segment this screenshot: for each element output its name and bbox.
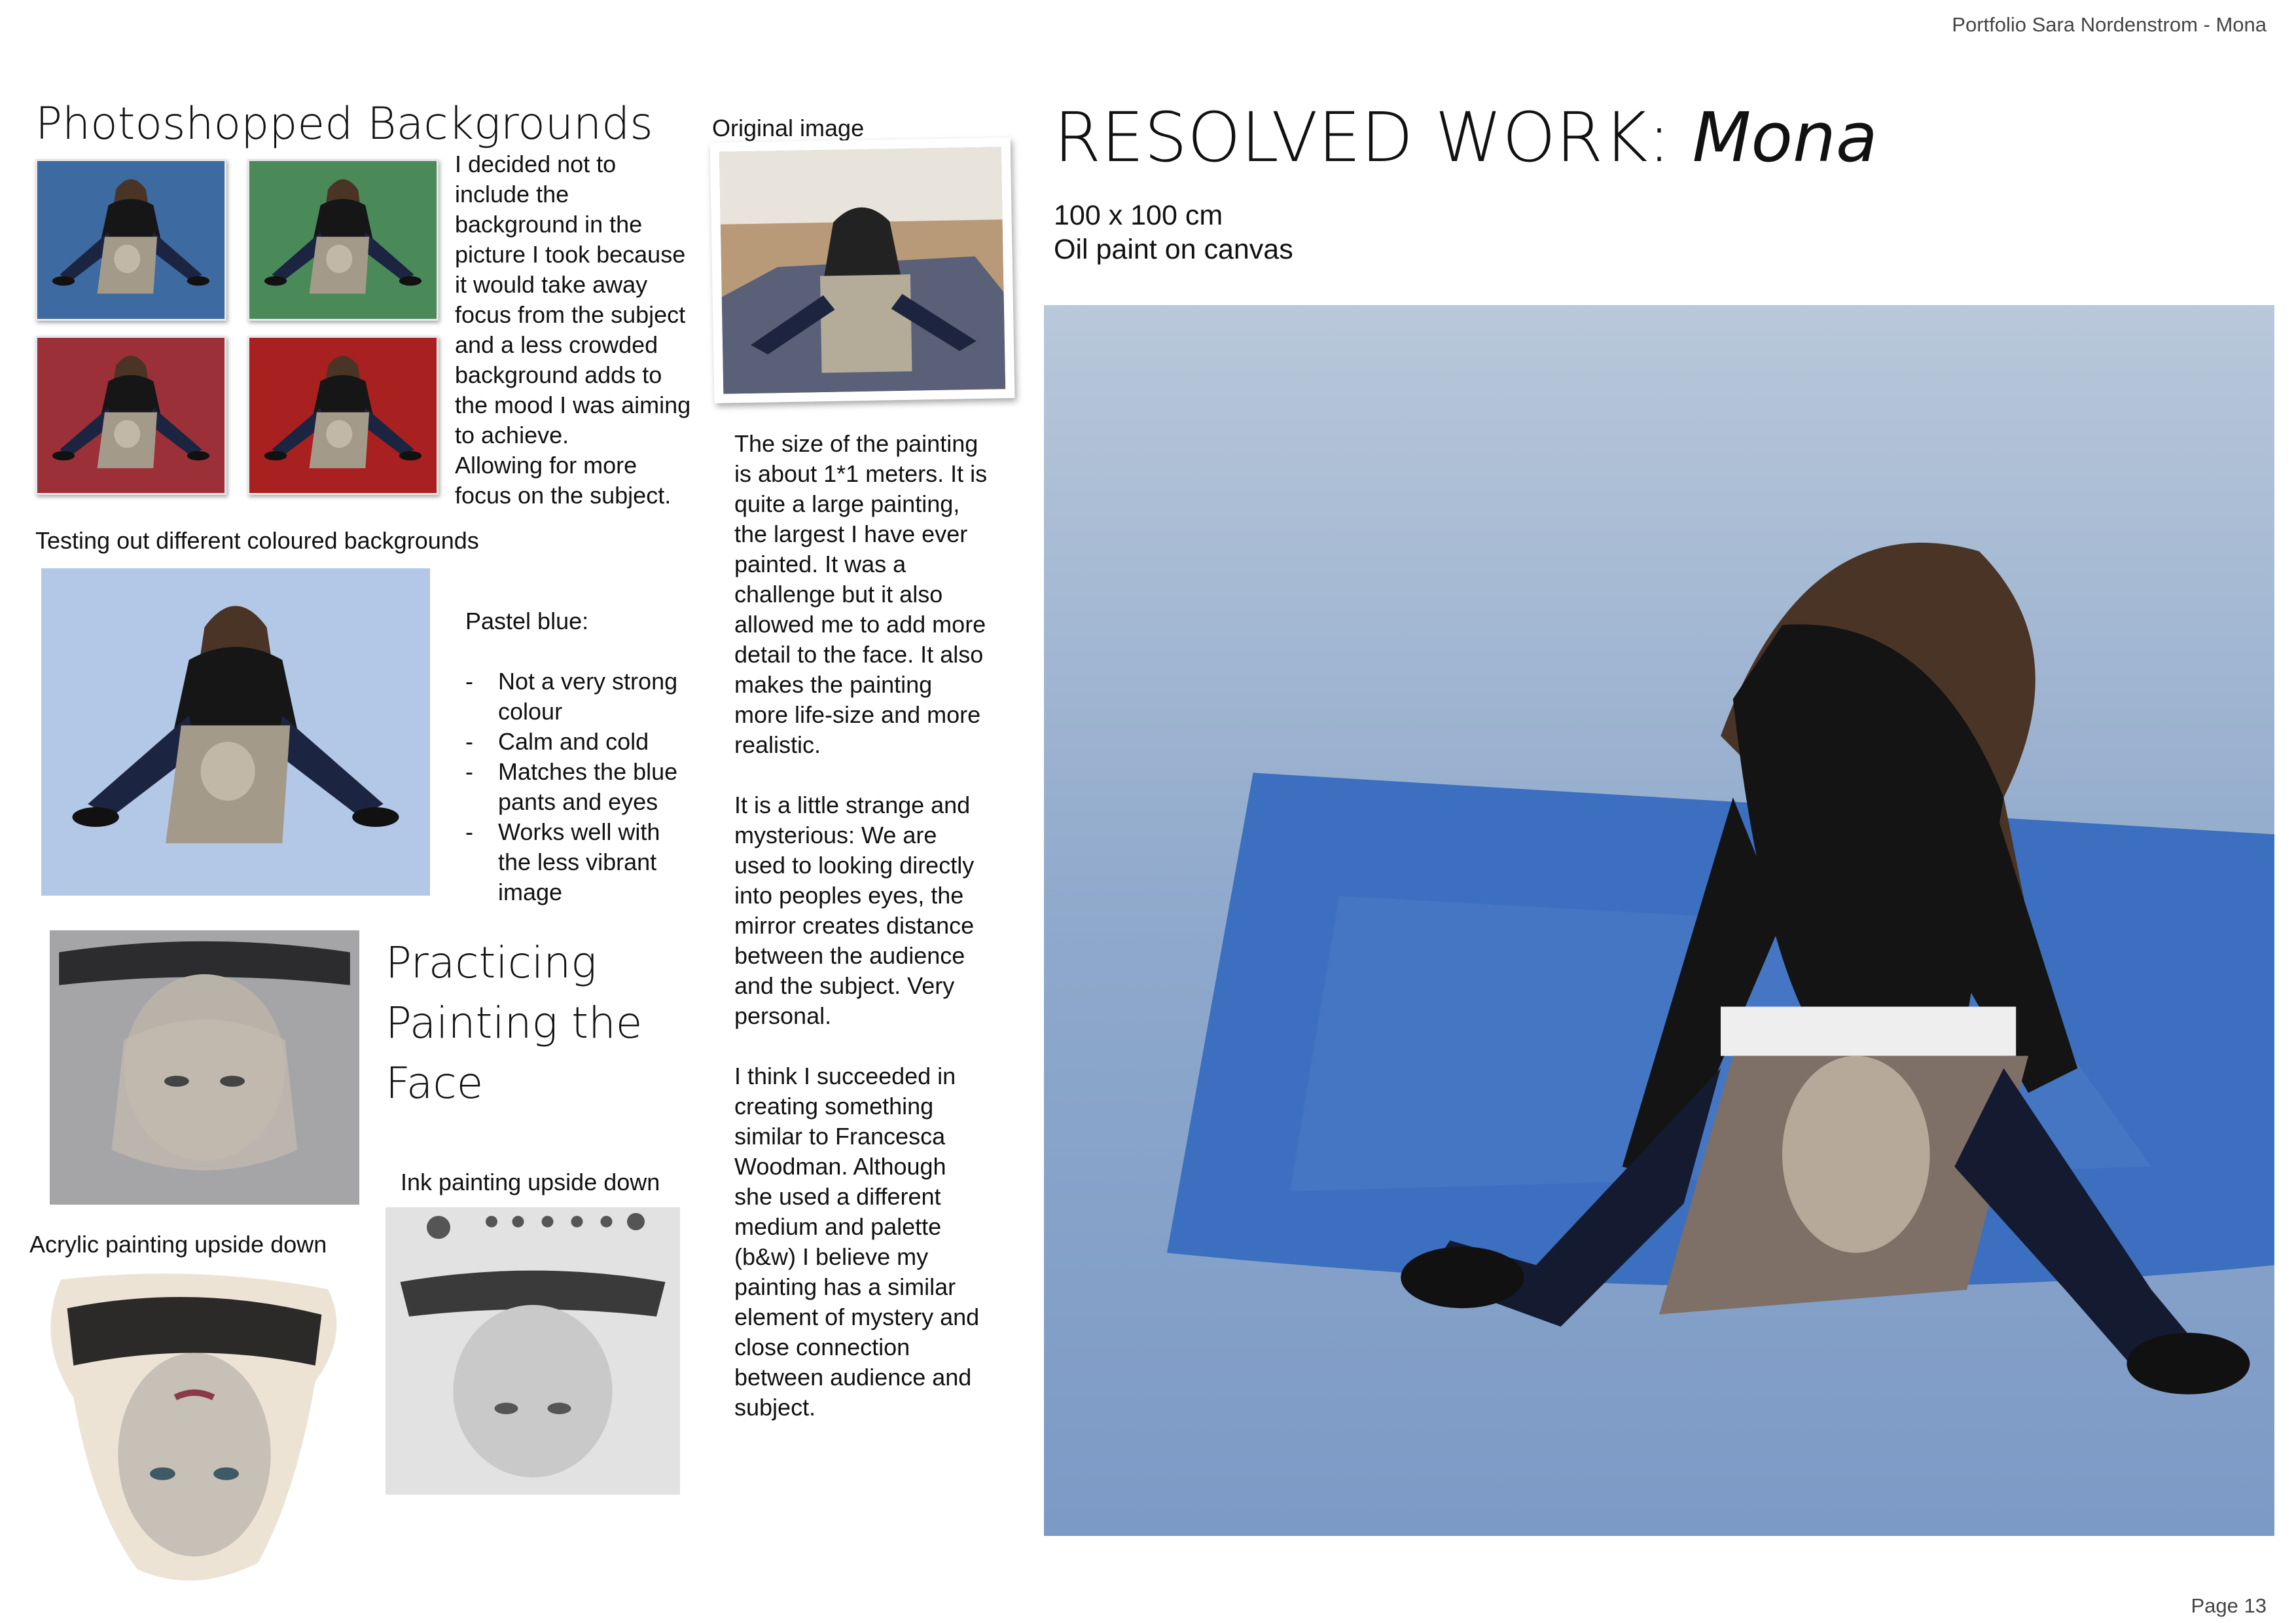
original-photo (710, 137, 1015, 403)
resolved-size: 100 x 100 cm (1054, 200, 1223, 231)
resolved-title (1054, 98, 1878, 177)
thumb-blue-background (35, 159, 226, 321)
pastel-blue-image (41, 568, 430, 896)
pastel-point (465, 727, 714, 757)
pastel-point-text: Works well with the less vibrant image (498, 818, 660, 905)
dash-bullet: - (465, 758, 473, 785)
pastel-title: Pastel blue: (465, 608, 589, 634)
pastel-list (465, 576, 714, 938)
practice-heading: Practicing Painting the Face (386, 938, 643, 1108)
backgrounds-text: I decided not to include the background in the picture I took because it would take away focus from the subject and a less crowded background adds to the mood I was aiming to achieve. Allowing for more focus on the subject. (455, 151, 691, 509)
resolved-medium: Oil paint on canvas (1054, 234, 1293, 265)
resolved-title-name: Mona (1692, 98, 1878, 177)
acrylic-painting-image (35, 1269, 353, 1590)
backgrounds-heading: Photoshopped Backgrounds (35, 98, 653, 150)
practice-face-image (50, 930, 359, 1205)
thumb-dark-red-background (35, 336, 226, 495)
page-number: Page 13 (2191, 1594, 2267, 1617)
pastel-point (465, 757, 714, 817)
header-title: Portfolio Sara Nordenstrom - Mona (1952, 13, 2267, 36)
pastel-point (465, 666, 714, 727)
thumb-green-background (247, 159, 439, 321)
mona-painting (1044, 305, 2274, 1536)
column-text: The size of the painting is about 1*1 meters. It is quite a large painting, the largest I have ever painted. It was a challenge but it also allowed me to add more detail to the face. It also makes the painting more life-size and more realistic. It is a little strange and mysterious: We are used to looking directly into peoples eyes, the mirror creates distance between the audience and the subject. Very personal. I think I succeeded in creating something similar to Francesca Woodman. Although she used a different medium and palette (b&w) I believe my painting has a similar element of mystery and close connection between audience and subject. (734, 430, 988, 1421)
resolved-title-prefix: RESOLVED WORK: (1054, 98, 1693, 177)
acrylic-caption: Acrylic painting upside down (29, 1231, 327, 1258)
ink-painting-image (386, 1207, 680, 1495)
pastel-point-text: Matches the blue pants and eyes (498, 758, 678, 815)
dash-bullet: - (465, 818, 473, 845)
pastel-point-text: Calm and cold (498, 728, 649, 755)
original-caption: Original image (712, 115, 865, 141)
pastel-point-text: Not a very strong colour (498, 668, 678, 725)
backgrounds-caption: Testing out different coloured backgrounds (35, 527, 479, 554)
ink-caption: Ink painting upside down (401, 1169, 660, 1195)
thumb-red-background (247, 336, 439, 495)
pastel-point (465, 817, 714, 907)
dash-bullet: - (465, 668, 473, 695)
dash-bullet: - (465, 728, 473, 755)
